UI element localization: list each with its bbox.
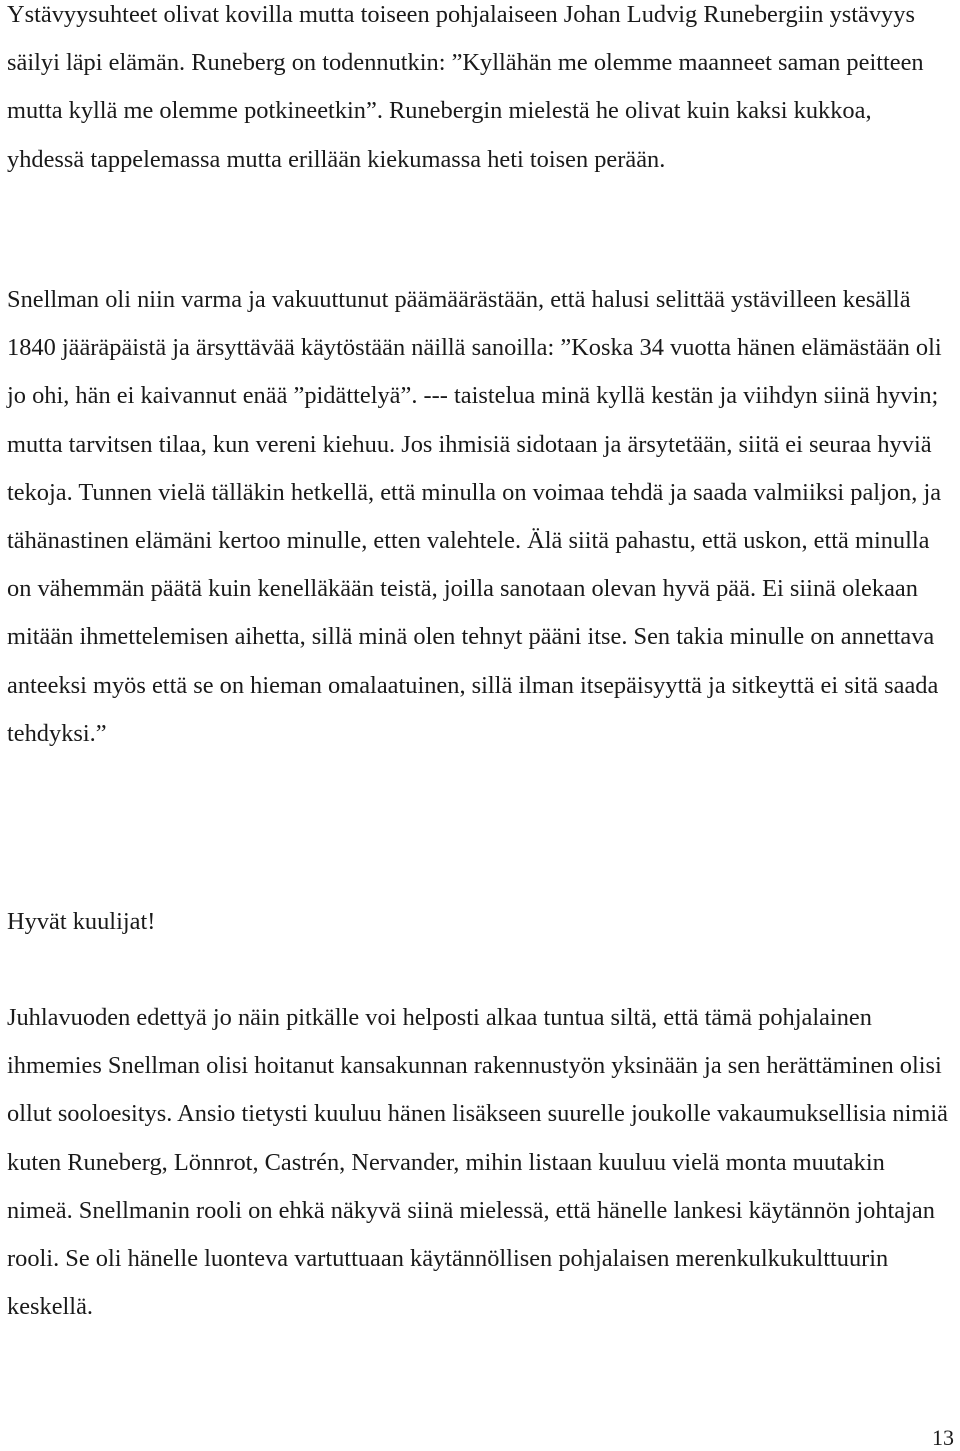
paragraph-snellman-quote: Snellman oli niin varma ja vakuuttunut päämäärästään, että halusi selittää ystävilleen kesällä 1840 jääräpäistä ja ärsyttävää käytöstään näillä sanoilla: ”Koska 34 vuotta hänen elämästään oli jo ohi, hän ei kaivannut enää ”pidättelyä”. --- taistelua minä kyllä kestän ja viihdyn siinä hyvin; mutta tarvitsen tilaa, kun vereni kiehuu. Jos ihmisiä sidotaan ja ärsytetään, siitä ei seuraa hyviä tekoja. Tunnen vielä tälläkin hetkellä, että minulla on voimaa tehdä ja saada valmiiksi paljon, ja tähänastinen elämäni kertoo minulle, etten valehtele. Älä siitä pahastu, että uskon, että minulla on vähemmän päätä kuin kenelläkään teistä, joilla sanotaan olevan hyvä pää. Ei siinä olekaan mitään ihmettelemisen aihetta, sillä minä olen tehnyt pääni itse. Sen takia minulle on annettava anteeksi myös että se on hieman omalaatuinen, sillä ilman itsepäisyyttä ja sitkeyttä ei sitä saada tehdyksi.” (7, 286, 942, 747)
paragraph-greeting: Hyvät kuulijat! (7, 908, 156, 935)
paragraph-friendship: Ystävyysuhteet olivat kovilla mutta toiseen pohjalaiseen Johan Ludvig Runebergiin ystävyys säilyi läpi elämän. Runeberg on todennutkin: ”Kyllähän me olemme maanneet saman peitteen mutta kyllä me olemme potkineetkin”. Runebergin mielestä he olivat kuin kaksi kukkoa, yhdessä tappelemassa mutta erillään kiekumassa heti toisen perään. (7, 1, 924, 173)
paragraph-jubilee: Juhlavuoden edettyä jo näin pitkälle voi helposti alkaa tuntua siltä, että tämä pohjalainen ihmemies Snellman olisi hoitanut kansakunnan rakennustyön yksinään ja sen herättäminen olisi ollut sooloesitys. Ansio tietysti kuuluu hänen lisäkseen suurelle joukolle vakaumuksellisia nimiä kuten Runeberg, Lönnrot, Castrén, Nervander, mihin listaan kuuluu vielä monta muutakin nimeä. Snellmanin rooli on ehkä näkyvä siinä mielessä, että hänelle lankesi käytännön johtajan rooli. Se oli hänelle luonteva vartuttuaan käytännöllisen pohjalaisen merenkulkukulttuurin keskellä. (7, 1004, 948, 1321)
page-number: 13 (932, 1425, 954, 1450)
